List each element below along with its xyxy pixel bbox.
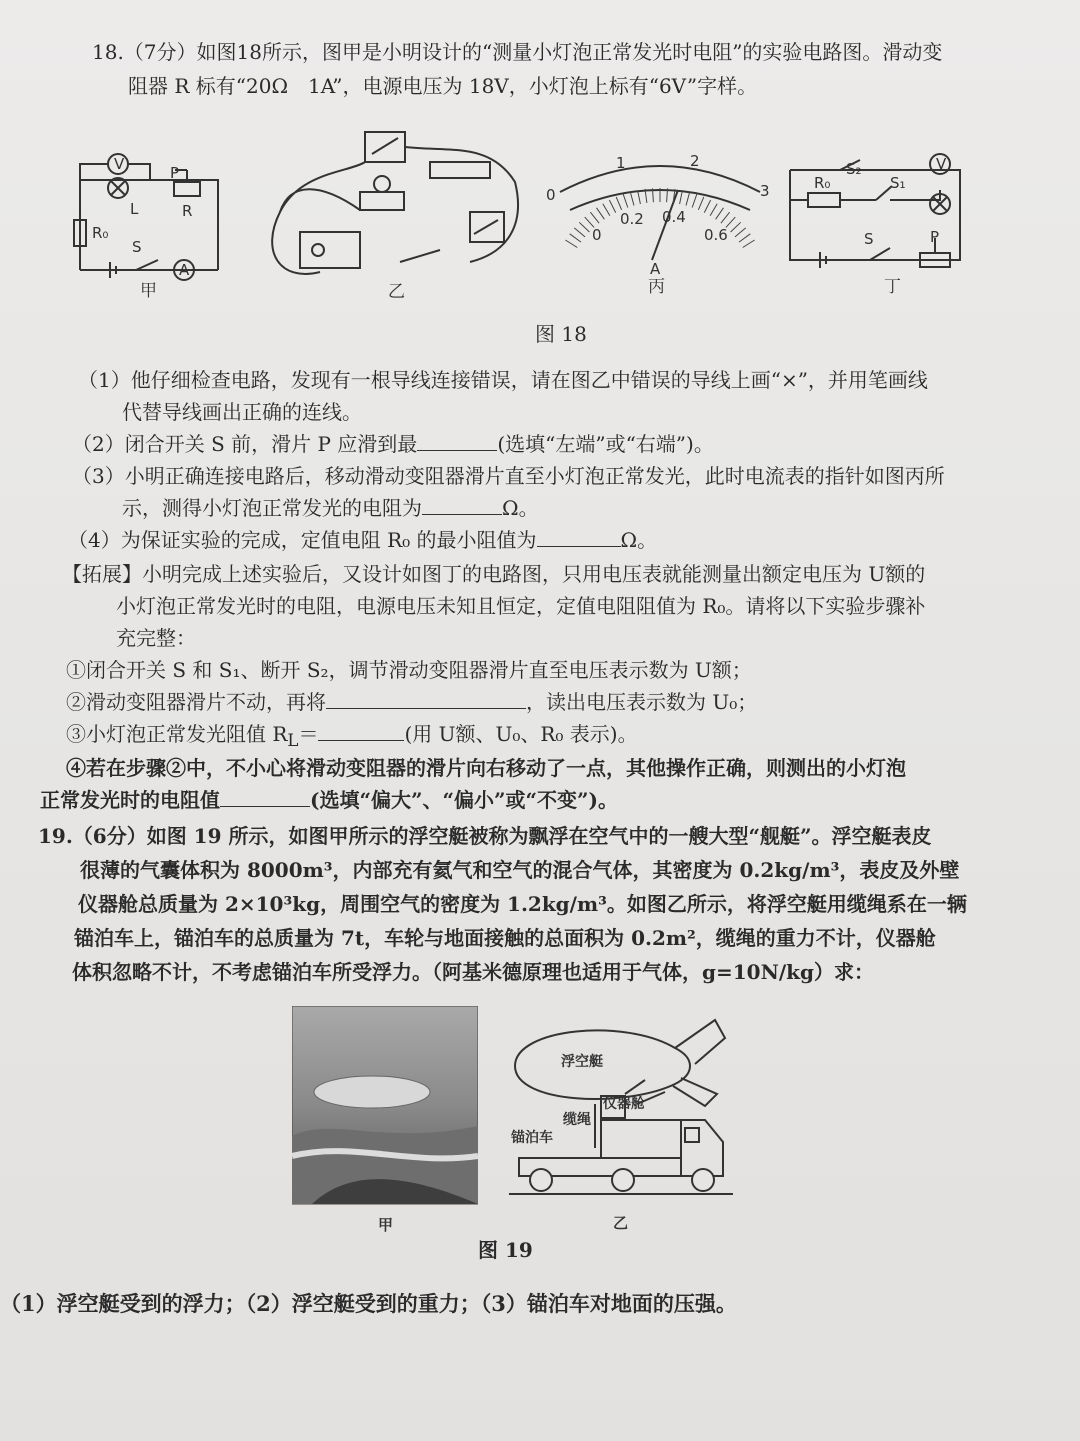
dial-unit-a: A — [650, 260, 661, 278]
q18-step3-hint: (用 U额、U₀、R₀ 表示)。 — [404, 722, 638, 746]
label-v: V — [114, 155, 125, 173]
q18-part3-unit: Ω。 — [502, 496, 539, 520]
q18-part4-text: （4）为保证实验的完成，定值电阻 R₀ 的最小阻值为 — [68, 528, 537, 552]
q18-step2 — [66, 688, 757, 716]
q19-intro-line4: 锚泊车上，锚泊车的总质量为 7t，车轮与地面接触的总面积为 0.2m²，缆绳的重力不计，仪器舱 — [74, 926, 936, 950]
q18-step4-text: 正常发光时的电阻值 — [40, 788, 220, 812]
q19-intro-line2: 很薄的气囊体积为 8000m³，内部充有氦气和空气的混合气体，其密度为 0.2kg/m³，表皮及外壁 — [80, 858, 960, 882]
q18-extension-line1: 【拓展】小明完成上述实验后，又设计如图丁的电路图，只用电压表就能测量出额定电压为 U额的 — [62, 562, 926, 586]
q18-intro-line1: 18.（7分）如图18所示，图甲是小明设计的“测量小灯泡正常发光时电阻”的实验电路图。滑动变 — [92, 40, 943, 64]
airship-photo-jia — [292, 1006, 478, 1238]
answer-blank-part4[interactable] — [537, 526, 621, 547]
label-s-ding: S — [864, 230, 874, 248]
label-l: L — [130, 200, 139, 218]
dial-bottom-04: 0.4 — [662, 208, 686, 226]
answer-blank-step3[interactable] — [318, 720, 404, 741]
q18-part4-unit: Ω。 — [620, 528, 658, 552]
label-r0: R₀ — [92, 224, 109, 242]
label-cabin: 仪器舱 — [603, 1096, 645, 1112]
sublabel-ding: 丁 — [884, 277, 901, 297]
sublabel-yi-19: 乙 — [613, 1214, 629, 1232]
label-a: A — [179, 261, 190, 279]
q18-step3 — [66, 720, 638, 755]
apparatus-photo-yi — [260, 122, 530, 302]
circuit-diagram-ding — [780, 150, 980, 300]
q19-intro-line3: 仪器舱总质量为 2×10³kg，周围空气的密度为 1.2kg/m³。如图乙所示，将浮空艇用缆绳系在一辆 — [78, 892, 967, 916]
q18-extension-line3: 充完整： — [116, 626, 196, 650]
q18-part3-text: 示，测得小灯泡正常发光的电阻为 — [122, 496, 422, 520]
q18-part1-line2: 代替导线画出正确的连线。 — [122, 400, 362, 424]
dial-top-0: 0 — [546, 186, 556, 204]
q18-part1-line1: （1）他仔细检查电路，发现有一根导线连接错误，请在图乙中错误的导线上画“×”，并用笔画线 — [78, 368, 928, 392]
q18-step3-eq: ＝ — [298, 722, 319, 746]
dial-bottom-02: 0.2 — [620, 210, 644, 228]
q18-part3-line1: （3）小明正确连接电路后，移动滑动变阻器滑片直至小灯泡正常发光，此时电流表的指针如图丙所 — [72, 464, 945, 488]
q18-step4-line2 — [40, 786, 618, 814]
dial-top-1: 1 — [616, 154, 626, 172]
q18-part3-line2 — [122, 494, 539, 522]
q18-step4-hint: (选填“偏大”、“偏小”或“不变”)。 — [310, 788, 618, 812]
q18-intro-line2: 阻器 R 标有“20Ω 1A”，电源电压为 18V，小灯泡上标有“6V”字样。 — [128, 74, 758, 98]
label-r0-ding: R₀ — [814, 174, 831, 192]
dial-top-2: 2 — [690, 152, 700, 170]
label-s2: S₂ — [846, 160, 862, 178]
q18-extension-line2: 小灯泡正常发光时的电阻，电源电压未知且恒定，定值电阻阻值为 R₀。请将以下实验步骤补 — [116, 594, 926, 618]
label-s: S — [132, 238, 142, 256]
q18-step3-text: ③小灯泡正常发光阻值 R — [66, 722, 288, 746]
figure-19-caption: 图 19 — [478, 1238, 533, 1262]
q18-step3-subscript: L — [287, 731, 299, 750]
dial-bottom-06: 0.6 — [704, 226, 728, 244]
answer-blank-part2[interactable] — [417, 430, 497, 451]
label-p: P — [170, 164, 180, 182]
q19-questions: （1）浮空艇受到的浮力；（2）浮空艇受到的重力；（3）锚泊车对地面的压强。 — [0, 1291, 737, 1316]
label-airship: 浮空艇 — [561, 1054, 603, 1070]
label-r: R — [182, 202, 193, 220]
sublabel-yi: 乙 — [388, 282, 405, 302]
label-truck: 锚泊车 — [511, 1130, 553, 1146]
sublabel-bing: 丙 — [648, 277, 665, 297]
q18-step2-tail: ，读出电压表示数为 U₀； — [526, 690, 758, 714]
answer-blank-step4[interactable] — [220, 786, 310, 807]
label-v-ding: V — [936, 155, 947, 173]
answer-blank-step2[interactable] — [326, 688, 526, 709]
label-p-ding: P — [930, 228, 940, 246]
answer-blank-part3[interactable] — [422, 494, 502, 515]
sublabel-jia-19: 甲 — [378, 1216, 394, 1234]
circuit-diagram-jia — [70, 150, 230, 300]
q18-part2-hint: (选填“左端”或“右端”)。 — [497, 432, 714, 456]
figure-18-caption: 图 18 — [535, 322, 587, 346]
ammeter-dial-bing — [540, 150, 780, 300]
label-cable: 缆绳 — [563, 1112, 591, 1128]
q19-intro-line1: 19.（6分）如图 19 所示，如图甲所示的浮空艇被称为飘浮在空气中的一艘大型“舰艇”。浮空艇表皮 — [38, 824, 932, 848]
q18-step2-text: ②滑动变阻器滑片不动，再将 — [66, 690, 326, 714]
dial-bottom-0: 0 — [592, 226, 602, 244]
q18-part4 — [68, 526, 657, 554]
airship-diagram-yi — [505, 1008, 745, 1238]
sublabel-jia: 甲 — [140, 281, 157, 300]
dial-top-3: 3 — [760, 182, 770, 200]
q18-part2 — [72, 430, 714, 458]
label-s1: S₁ — [890, 174, 906, 192]
q18-part2-text: （2）闭合开关 S 前，滑片 P 应滑到最 — [72, 432, 418, 456]
q18-step1: ①闭合开关 S 和 S₁、断开 S₂，调节滑动变阻器滑片直至电压表示数为 U额； — [66, 658, 752, 682]
q19-intro-line5: 体积忽略不计，不考虑锚泊车所受浮力。（阿基米德原理也适用于气体，g=10N/kg）求： — [72, 960, 875, 984]
q18-step4-line1: ④若在步骤②中，不小心将滑动变阻器的滑片向右移动了一点，其他操作正确，则测出的小灯泡 — [66, 756, 906, 780]
